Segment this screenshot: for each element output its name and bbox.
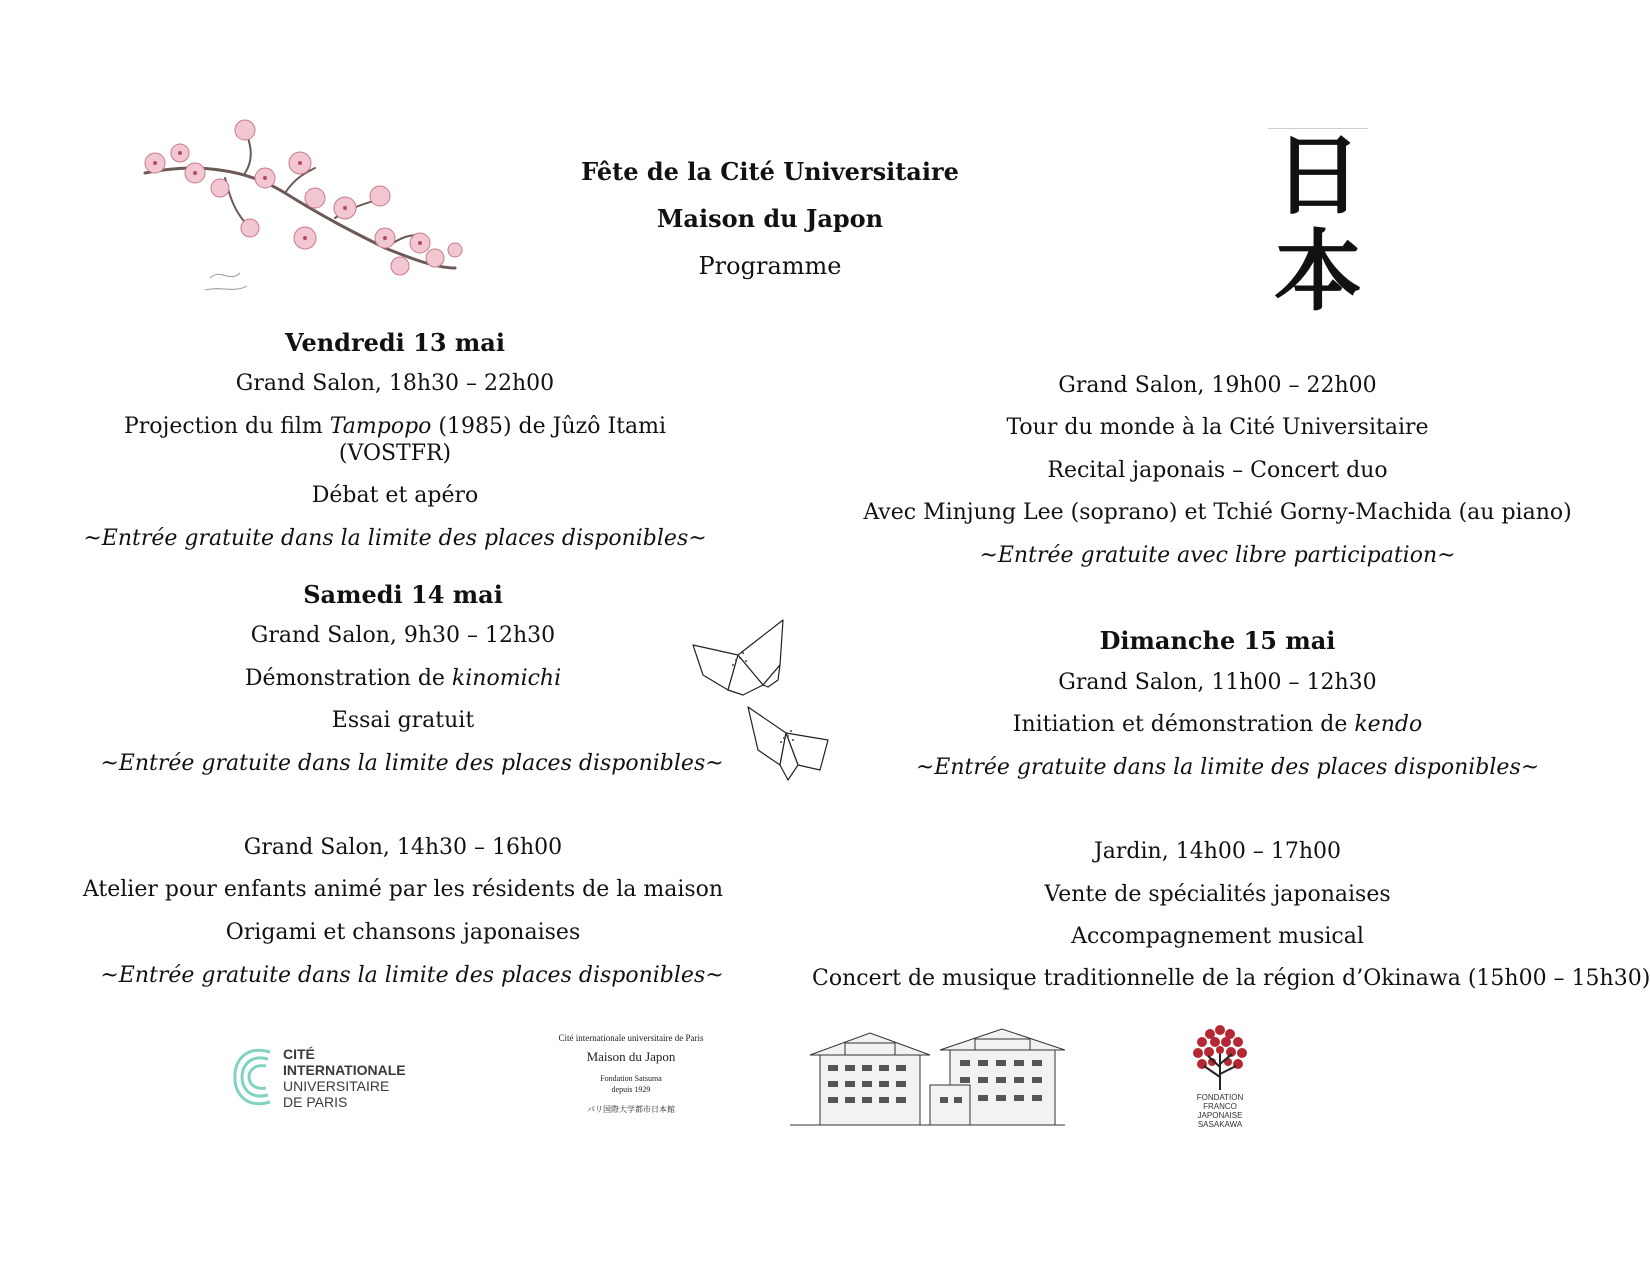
programme-label: Programme xyxy=(698,252,842,280)
sasakawa-logo-text: FONDATION FRANCO JAPONAISE SASAKAWA xyxy=(1196,1093,1244,1129)
sunday-sale: Vente de spécialités japonaises xyxy=(1044,882,1391,907)
friday-right-recital: Recital japonais – Concert duo xyxy=(1047,458,1388,483)
saturday-entry-note: ~Entrée gratuite dans la limite des places disponibles~ xyxy=(100,751,724,776)
friday-heading: Vendredi 13 mai xyxy=(285,328,505,357)
kanji-nichi: 日 xyxy=(1273,124,1362,227)
sunday-heading: Dimanche 15 mai xyxy=(1099,626,1336,655)
sasakawa-tree-icon xyxy=(1190,1022,1250,1092)
saturday-place-2: Grand Salon, 14h30 – 16h00 xyxy=(243,835,563,860)
friday-place: Grand Salon, 18h30 – 22h00 xyxy=(235,371,555,396)
saturday-heading: Samedi 14 mai xyxy=(303,580,503,609)
maison-du-japon-logo: Cité internationale universitaire de Paris Maison du Japon Fondation Satsuma depuis 1929 パリ国際大学都市日本館 xyxy=(558,1033,704,1114)
friday-right-entry-note: ~Entrée gratuite avec libre participation~ xyxy=(979,543,1456,568)
kendo-word: kendo xyxy=(1354,712,1423,737)
saturday-origami: Origami et chansons japonaises xyxy=(225,920,581,945)
origami-butterfly-illustration xyxy=(688,615,843,785)
kanji-hon: 本 xyxy=(1273,220,1362,323)
saturday-place: Grand Salon, 9h30 – 12h30 xyxy=(250,623,556,648)
friday-entry-note: ~Entrée gratuite dans la limite des places disponibles~ xyxy=(83,526,707,551)
saturday-trial: Essai gratuit xyxy=(331,708,475,733)
sunday-music: Accompagnement musical xyxy=(1071,924,1364,949)
film-title: Tampopo xyxy=(329,414,432,439)
friday-film-line2: (VOSTFR) xyxy=(338,441,452,466)
saturday-workshop: Atelier pour enfants animé par les résidents de la maison xyxy=(82,877,724,902)
sunday-concert: Concert de musique traditionnelle de la région d’Okinawa (15h00 – 15h30) xyxy=(812,966,1650,991)
friday-right-tour: Tour du monde à la Cité Universitaire xyxy=(1006,415,1429,440)
sunday-place-2: Jardin, 14h00 – 17h00 xyxy=(1093,839,1342,864)
sunday-entry-note: ~Entrée gratuite dans la limite des places disponibles~ xyxy=(915,755,1540,780)
friday-film: Projection du film Tampopo (1985) de Jûzô Itami xyxy=(123,414,667,439)
sunday-initiation: Initiation et démonstration de kendo xyxy=(1012,712,1423,737)
friday-debate: Débat et apéro xyxy=(311,483,479,508)
sunday-place: Grand Salon, 11h00 – 12h30 xyxy=(1058,670,1377,695)
maison-du-japon-building-illustration xyxy=(790,1025,1065,1135)
event-title: Fête de la Cité Universitaire xyxy=(581,157,959,186)
friday-right-place: Grand Salon, 19h00 – 22h00 xyxy=(1058,373,1377,398)
saturday-entry-note-2: ~Entrée gratuite dans la limite des places disponibles~ xyxy=(100,963,724,988)
cherry-blossom-illustration xyxy=(135,118,465,308)
ciup-logo-mark xyxy=(232,1046,274,1108)
ciup-logo-text: CITÉ INTERNATIONALE UNIVERSITAIRE DE PARIS xyxy=(283,1046,406,1110)
kinomichi-word: kinomichi xyxy=(451,666,562,691)
friday-right-artists: Avec Minjung Lee (soprano) et Tchié Gorny-Machida (au piano) xyxy=(863,500,1572,525)
saturday-demo: Démonstration de kinomichi xyxy=(244,666,562,691)
venue-title: Maison du Japon xyxy=(656,204,884,233)
